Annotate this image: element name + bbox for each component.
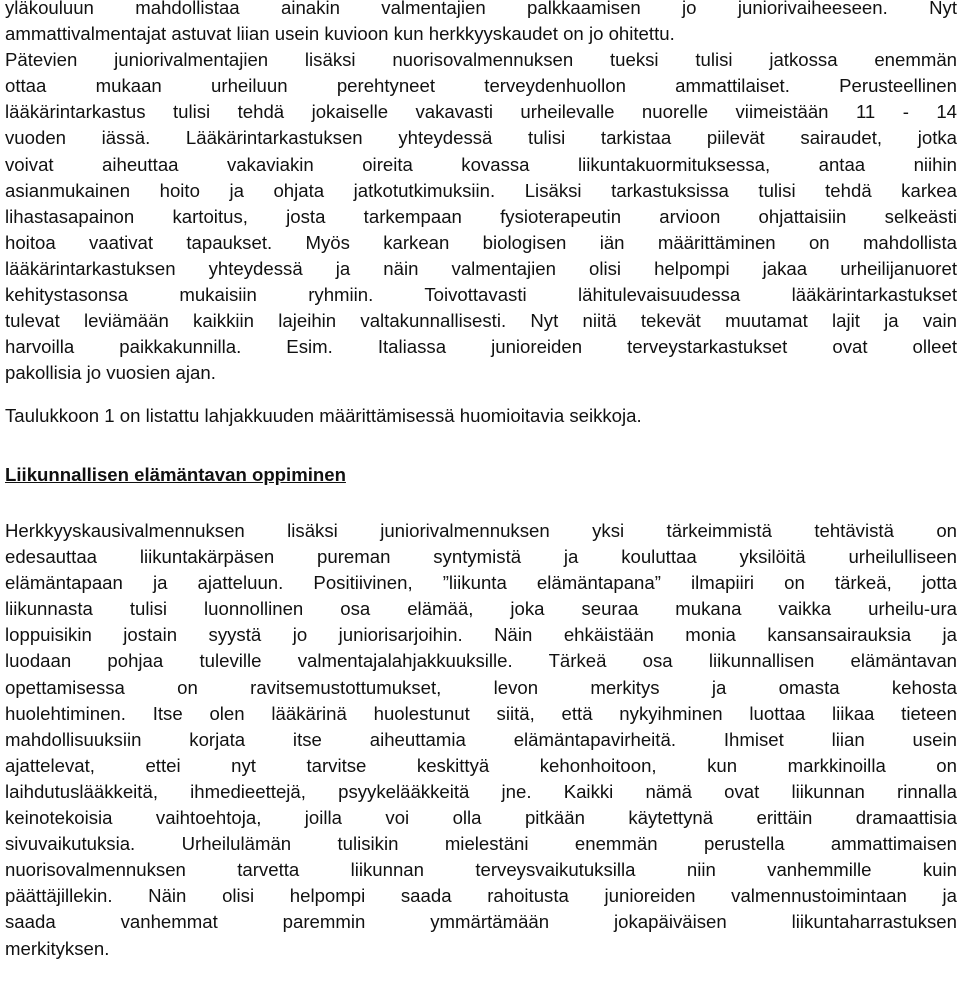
paragraph-line: Herkkyyskausivalmennuksen lisäksi juniorivalmennuksen yksi tärkeimmistä tehtävistä on [5,520,957,541]
paragraph-line: nuorisovalmennuksen tarvetta liikunnan terveysvaikutuksilla niin vanhemmille kuin [5,859,957,881]
paragraph-line: mahdollisuuksiin korjata itse aiheuttamia elämäntapavirheitä. Ihmiset liian usein [5,728,957,750]
paragraph-lifestyle [5,518,957,962]
paragraph-line: lääkärintarkastus tulisi tehdä jokaiselle vakavasti urheilevalle nuorelle viimeistään 11 - 14 [5,101,957,123]
paragraph-table-reference [5,403,957,429]
paragraph-line: vuoden iässä. Lääkärintarkastuksen yhteydessä tulisi tarkistaa piilevät sairaudet, jotka [5,127,957,149]
paragraph-line: Taulukkoon 1 on listattu lahjakkuuden määrittämisessä huomioitavia seikkoja. [5,405,642,426]
paragraph-line: keinotekoisia vaihtoehtoja, joilla voi olla pitkään käytettynä erittäin dramaattisia [5,807,957,829]
paragraph-line: kehitystasonsa mukaisiin ryhmiin. Toivottavasti lähitulevaisuudessa lääkärintarkastukset [5,284,957,306]
paragraph-line: lihastasapainon kartoitus, josta tarkempaan fysioterapeutin arvioon ohjattaisiin selkeästi [5,205,957,227]
paragraph-line: harvoilla paikkakunnilla. Esim. Italiassa junioreiden terveystarkastukset ovat olleet [5,336,957,358]
section-heading: Liikunnallisen elämäntavan oppiminen [5,464,346,485]
paragraph-line: edesauttaa liikuntakärpäsen pureman syntymistä ja kouluttaa yksilöitä urheilulliseen [5,546,957,568]
paragraph-line: ammattivalmentajat astuvat liian usein kuvioon kun herkkyyskaudet on jo ohitettu. [5,23,675,45]
paragraph-line: saada vanhemmat paremmin ymmärtämään jokapäiväisen liikuntaharrastuksen [5,911,957,933]
paragraph-line: luodaan pohjaa tuleville valmentajalahjakkuuksille. Tärkeä osa liikunnallisen elämäntavan [5,650,957,672]
paragraph-line: päättäjillekin. Näin olisi helpompi saada rahoitusta junioreiden valmennustoimintaan ja [5,885,957,907]
paragraph-line: lääkärintarkastuksen yhteydessä ja näin valmentajien olisi helpompi jakaa urheilijanuoret [5,257,957,279]
paragraph-line: hoitoa vaativat tapaukset. Myös karkean biologisen iän määrittäminen on mahdollista [5,231,957,253]
paragraph-line: liikunnasta tulisi luonnollinen osa elämää, joka seuraa mukana vaikka urheilu-ura [5,598,957,620]
paragraph-line: pakollisia jo vuosien ajan. [5,362,216,384]
paragraph-line: elämäntapaan ja ajatteluun. Positiivinen, ”liikunta elämäntapana” ilmapiiri on tärkeä, jotta [5,572,957,594]
paragraph-line: sivuvaikutuksia. Urheilulämän tulisikin mielestäni enemmän perustella ammattimaisen [5,833,957,855]
paragraph-line: loppuisikin jostain syystä jo juniorisarjoihin. Näin ehkäistään monia kansansairauksia ja [5,624,957,646]
paragraph-line: Pätevien juniorivalmentajien lisäksi nuorisovalmennuksen tueksi tulisi jatkossa enemmän [5,49,957,71]
paragraph-line: ajattelevat, ettei nyt tarvitse keskittyä kehonhoitoon, kun markkinoilla on [5,754,957,776]
paragraph-line: tulevat leviämään kaikkiin lajeihin valtakunnallisesti. Nyt niitä tekevät muutamat lajit ja vain [5,310,957,332]
paragraph-coaching [5,0,957,386]
paragraph-line: opettamisessa on ravitsemustottumukset, levon merkitys ja omasta kehosta [5,676,957,698]
paragraph-line: voivat aiheuttaa vakaviakin oireita kovassa liikuntakuormituksessa, antaa niihin [5,153,957,175]
paragraph-line: laihdutuslääkkeitä, ihmedieettejä, psyykelääkkeitä jne. Kaikki nämä ovat liikunnan rinnalla [5,780,957,802]
paragraph-line: merkityksen. [5,937,110,959]
paragraph-line: huolehtiminen. Itse olen lääkärinä huolestunut siitä, että nykyihminen luottaa liikaa tieteen [5,702,957,724]
paragraph-line: asianmukainen hoito ja ohjata jatkotutkimuksiin. Lisäksi tarkastuksissa tulisi tehdä karkea [5,179,957,201]
paragraph-line: yläkouluun mahdollistaa ainakin valmentajien palkkaamisen jo juniorivaiheeseen. Nyt [5,0,957,18]
paragraph-line: ottaa mukaan urheiluun perehtyneet terveydenhuollon ammattilaiset. Perusteellinen [5,75,957,97]
